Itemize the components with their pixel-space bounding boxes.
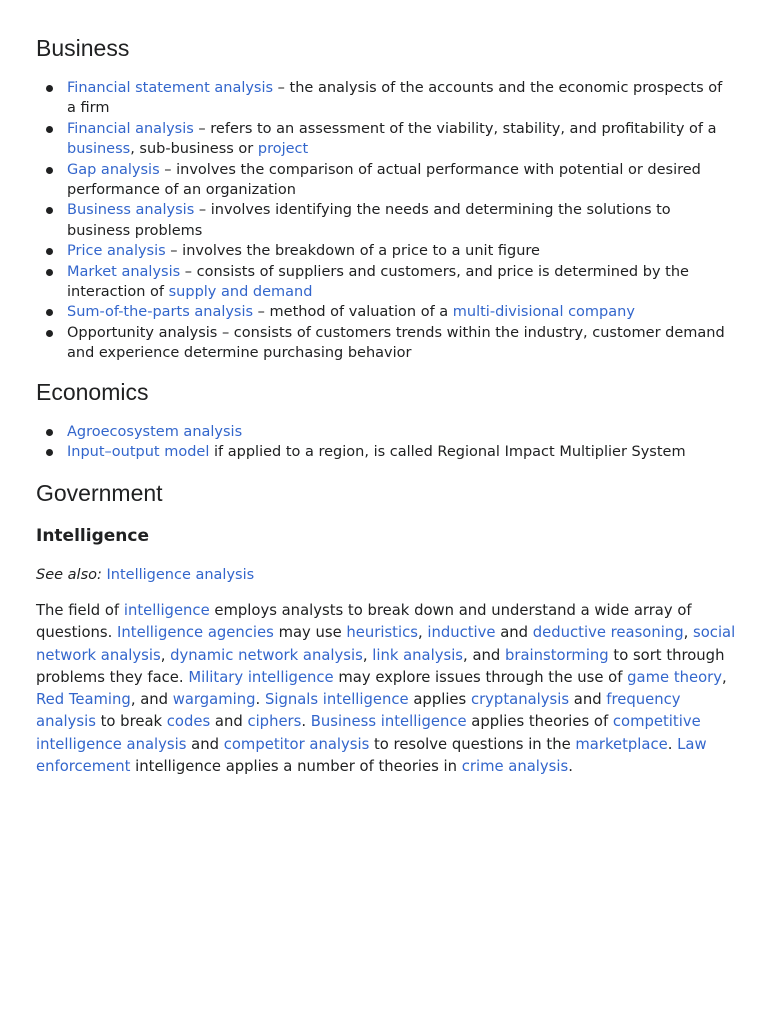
link-competitive-intelligence-analysis[interactable]: competitive intelligence analysis [36,713,701,753]
link-input-output-model[interactable]: Input–output model [67,444,210,461]
see-also-link[interactable]: Intelligence analysis [106,567,255,583]
bullet-icon [46,429,53,436]
text-run: – method of valuation of a [253,304,453,321]
link-game-theory[interactable]: game theory [627,668,723,686]
text-run: , [362,646,373,664]
link-social-network-analysis[interactable]: social network analysis [36,624,736,664]
text-run: , sub-business or [130,141,258,158]
link-deductive-reasoning[interactable]: deductive reasoning [532,624,684,642]
bullet-icon [46,167,53,174]
text-run: intelligence applies a number of theories in [130,758,462,776]
list-item [36,442,732,462]
link-multi-divisional-company[interactable]: multi-divisional company [452,304,635,321]
link-law-enforcement[interactable]: Law enforcement [36,735,707,776]
text-run: , [417,624,428,642]
text-run: applies theories of [466,713,613,731]
text-run: , and [130,691,173,709]
link-competitor-analysis[interactable]: competitor analysis [223,735,370,753]
link-military-intelligence[interactable]: Military intelligence [188,668,334,686]
text-run: The field of [36,602,124,619]
link-market-analysis[interactable]: Market analysis [67,263,181,280]
link-agroecosystem-analysis[interactable]: Agroecosystem analysis [67,424,243,440]
link-financial-analysis[interactable]: Financial analysis [67,120,194,137]
list-item [36,422,732,442]
text-run: employs analysts to break down and understand a wide array of questions. [36,602,692,642]
list-item [36,241,732,261]
link-inductive[interactable]: inductive [427,624,496,642]
link-business[interactable]: business [67,141,131,158]
bullet-icon [46,269,53,276]
link-project[interactable]: project [257,141,309,158]
bullet-icon [46,449,53,456]
text-run: to resolve questions in the [369,735,576,753]
text-run: . [301,713,311,731]
text-run: – involves identifying the needs and determining the solutions to business problems [67,202,671,239]
link-crime-analysis[interactable]: crime analysis [461,758,569,776]
link-price-analysis[interactable]: Price analysis [67,243,166,260]
text-run: to sort through problems they face. [36,646,725,686]
link-dynamic-network-analysis[interactable]: dynamic network analysis [170,646,363,664]
text-run: , [722,668,727,686]
text-run: to break [95,713,167,731]
economics-list [36,422,732,463]
bullet-icon [46,207,53,214]
link-heuristics[interactable]: heuristics [346,624,418,642]
link-codes[interactable]: codes [166,713,211,731]
bullet-icon [46,126,53,133]
heading-economics: Economics [36,379,149,405]
text-run: . [568,758,573,776]
list-item [36,78,732,119]
link-wargaming[interactable]: wargaming [172,691,256,709]
list-item [36,119,732,160]
heading-business: Business [36,35,130,61]
text-run: . [255,691,265,709]
link-business-analysis[interactable]: Business analysis [67,202,195,219]
text-run: – the analysis of the accounts and the economic prospects of a firm [67,80,723,117]
bullet-icon [46,309,53,316]
business-list [36,78,732,364]
text-run: – refers to an assessment of the viability, stability, and profitability of a [193,120,717,137]
link-intelligence[interactable]: intelligence [123,602,210,619]
list-item [36,323,732,364]
text-run: . [667,735,678,753]
text-run: and [569,691,607,709]
heading-government: Government [36,480,163,506]
link-sum-of-the-parts-analysis[interactable]: Sum-of-the-parts analysis [67,304,254,321]
link-brainstorming[interactable]: brainstorming [504,646,609,664]
text-run: and [210,713,248,731]
text-run: applies [408,691,471,709]
link-ciphers[interactable]: ciphers [247,713,302,731]
link-signals-intelligence[interactable]: Signals intelligence [264,691,409,709]
see-also-note [36,565,254,585]
heading-intelligence: Intelligence [36,526,149,546]
bullet-icon [46,330,53,337]
link-red-teaming[interactable]: Red Teaming [36,691,131,709]
list-item [36,262,732,303]
link-frequency-analysis[interactable]: frequency analysis [36,691,681,731]
text-run: , and [463,646,505,664]
text-run: – involves the breakdown of a price to a unit figure [165,243,540,260]
link-gap-analysis[interactable]: Gap analysis [67,161,160,178]
list-item [36,200,732,241]
link-supply-and-demand[interactable]: supply and demand [168,284,313,301]
bullet-icon [46,85,53,92]
link-marketplace[interactable]: marketplace [575,735,668,753]
list-item [36,302,732,322]
text-run: may explore issues through the use of [333,668,628,686]
text-run: and [495,624,533,642]
text-run: , [683,624,694,642]
link-business-intelligence[interactable]: Business intelligence [310,713,467,731]
list-item [36,160,732,201]
link-financial-statement-analysis[interactable]: Financial statement analysis [67,80,274,96]
link-cryptanalysis[interactable]: cryptanalysis [470,691,570,709]
text-run: , [160,646,171,664]
see-also-label: See also: [36,567,102,583]
text-run: and [186,735,224,753]
intelligence-paragraph [36,600,736,778]
link-link-analysis[interactable]: link analysis [372,646,464,664]
text-run: Opportunity analysis – consists of customers trends within the industry, customer demand and experience determine purchasing behavior [67,324,725,362]
link-intelligence-agencies[interactable]: Intelligence agencies [117,624,274,642]
text-run: – involves the comparison of actual performance with potential or desired performance of an organization [67,161,701,199]
text-run: – consists of suppliers and customers, and price is determined by the interaction of [67,263,689,301]
bullet-icon [46,248,53,255]
text-run: if applied to a region, is called Regional Impact Multiplier System [209,444,686,461]
text-run: may use [273,624,347,642]
